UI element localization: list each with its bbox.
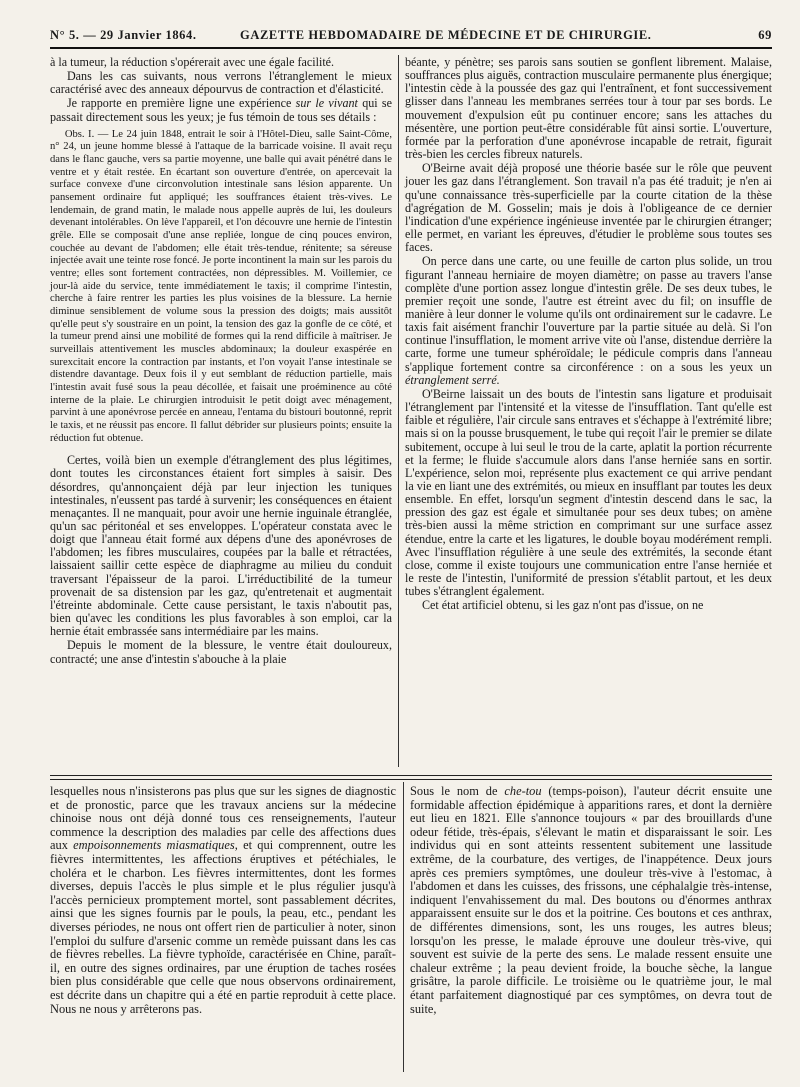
page-header: [50, 22, 772, 50]
observation-paragraph: Obs. I. — Le 24 juin 1848, entrait le soir à l'Hôtel-Dieu, salle Saint-Côme, n° 24, un jeune homme blessé à l'attaque de la barricade voisine. Il avait reçu dans le flanc gauche, vers sa partie moyenne, une balle qui avait pénétré dans le ventre et y était restée. En écartant son ouverture d'entrée, on apercevait la surface convexe d'une circonvolution intestinale sans lésion apparente. Un pansement ordinaire fut appliqué; les souffrances étaient très-vives. Le lendemain, de grand matin, le malade nous appelle auprès de lui, les douleurs devenant intolérables. On lève l'appareil, et l'on découvre une hernie de l'intestin grêle. Elle se composait d'une anse repliée, longue de cinq pouces environ, couchée au devant de l'abdomen; elle était très-tendue, rénitente; sa séreuse injectée avait une teinte rose foncé. Je porte incontinent la main sur les parois du ventre; elles sont fortement contractées, non dépressibles. M. Voillemier, ce jour-là aide du service, tente immédiatement le taxis; il comprime l'intestin, cherche à faire rentrer les parties les plus voisines de la blessure. La hernie diminue sensiblement de volume sous la pression des doigts; mais aussitôt qu'elle peut s'y soustraire en un point, la tension des gaz la gonfle de ce côté, et la tumeur prend ainsi une mobilité de formes qui la rend difficile à maîtriser. Je surveillais attentivement les muscles abdominaux; la douleur exaspérée en surexcitait encore la contraction par instants, et l'on voyait l'anse intestinale se distendre davantage. Deux fois il y eut semblant de réduction partielle, mais l'intestin avait fusé sous la peau décollée, et faisait une proéminence au côté interne de la plaie. Le chirurgien introduisit le petit doigt avec ménagement, parvint à une aponévrose percée en anneau, l'entama du bistouri boutonné, reprit le taxis, et ne réussit pas encore. Il fallut débrider sur plusieurs points; ensuite la réduction fut obtenue.: [50, 128, 392, 444]
issue-number: N° 5. — 29 Janvier 1864.: [50, 28, 197, 42]
paragraph: béante, y pénètre; ses parois sans soutien se gonflent librement. Malaise, souffrances plus aiguës, contraction musculaire permanente plus énergique; l'intestin cède à la poussée des gaz qui l'entraînent, et font successivement glisser dans l'anneau les membranes serrées tour à tour par ses bords. Le mouvement d'expulsion eût pu continuer encore; sans les attaches du mésentère, une portion peut-être considérable fût ainsi sortie. L'ouverture, formée par la perforation d'une aponévrose incapable de retrait, figurait très-bien les cercles fibreux naturels.: [405, 55, 772, 162]
column-divider: [403, 782, 404, 1072]
paragraph: Certes, voilà bien un exemple d'étranglement des plus légitimes, dont toutes les circonstances étaient fort simples à saisir. Des désordres, qu'annonçaient déjà par leur injection les tuniques intestinales, n'eussent pas tardé à survenir; les conséquences en étaient menaçantes. Il ne manquait, pour avoir une hernie inguinale étranglée, qu'un sac péritonéal et ses enveloppes. L'opérateur constata avec le doigt que l'anneau était formé aux dépens d'une des aponévroses de l'abdomen; les fibres musculaires, coupées par la balle et rétractées, laissaient saillir cette espèce de diaphragme au milieu du conduit traversant l'épaisseur de la paroi. L'irréductibilité de la tumeur provenait de sa distension par les gaz, qu'entretenait et augmentait l'étreinte abdominale. Cette cause persistant, le taxis n'aboutit pas, bien qu'avec les conditions les plus favorables à son emploi, car la hernie était embrassée sans intermédiaire par les mains.: [50, 453, 392, 639]
paragraph: à la tumeur, la réduction s'opérerait avec une égale facilité.: [50, 55, 335, 69]
paragraph: lesquelles nous n'insisterons pas plus que sur les signes de diagnostic et de pronostic, parce que les travaux anciens sur la médecine chinoise nous ont déjà donné tous ces renseignements, l'auteur commence la description des maladies par celle des affections dues aux empoisonnements miasmatiques, et qui comprennent, outre les fièvres intermittentes, les affections éruptives et pétéchiales, le choléra et le charbon. Les fièvres intermittentes, dont les formes diverses, depuis l'accès le plus simple et le plus régulier jusqu'à l'accès pernicieux promptement mortel, sont passablement décrites, ainsi que les signes fournis par le pouls, la peau, etc., pendant les diverses périodes, ne nous ont offert rien de particulier à noter, sinon l'emploi du sulfure d'arsenic comme un remède puissant dans les cas de fièvres rebelles. La fièvre typhoïde, caractérisée en Chine, paraît-il, en outre des signes ordinaires, par une éruption de taches rosées bien plus considérable que celle que nous observons ordinairement, est décrite dans un chapitre qui a été en partie reproduit à cette place. Nous ne nous y arrêterons pas.: [50, 784, 396, 1016]
paragraph: Je rapporte en première ligne une expérience sur le vivant qui se passait directement sous les yeux; je fus témoin de tous ses détails :: [50, 96, 392, 124]
paragraph: Cet état artificiel obtenu, si les gaz n'ont pas d'issue, on ne: [421, 598, 704, 613]
column-3: [50, 785, 396, 1016]
section-divider: [50, 775, 772, 780]
header-rule: [50, 47, 772, 49]
page-number: 69: [758, 28, 772, 42]
paragraph: Sous le nom de che-tou (temps-poison), l'auteur décrit ensuite une formidable affection épidémique à apparitions rares, et dont la dernière eut lieu en 1821. Elle s'annonce toujours « par des brouillards d'une odeur fétide, très-épais, s'élevant le matin et disparaissant le soir. Les individus qui en sont atteints ressentent subitement une lassitude extrême, de la courbature, des vertiges, de l'inappétence. Deux jours après ces premiers symptômes, une douleur très-vive à l'estomac, à l'abdomen et dans les cuisses, des frissons, une céphalalgie très-intense, indiquent l'envahissement du mal. Des boutons ou d'énormes anthrax apparaissent ensuite sur le dos et la poitrine. Ces boutons et ces anthrax, de différentes dimensions, sont, les uns rouges, les autres bleus; lorsqu'on les presse, le malade éprouve une douleur très-vive, qui souvent est suivie de la perte des sens. Le malade ressent ensuite une chaleur extrême ; la peau devient froide, la bouche sèche, la langue grisâtre, la parole difficile. Le troisième ou le quatrième jour, le mal étant parfaitement diagnostiqué par ces symptômes, on devra tout de suite,: [410, 784, 772, 1016]
paragraph: Dans les cas suivants, nous verrons l'étranglement le mieux caractérisé avec des anneaux dépourvus de contraction et d'élasticité.: [50, 69, 392, 97]
column-1: [50, 56, 392, 666]
column-2: [405, 56, 772, 613]
column-divider: [398, 55, 399, 767]
column-4: [410, 785, 772, 1016]
paragraph: O'Beirne laissait un des bouts de l'intestin sans ligature et produisait l'étranglement par l'intensité et la vitesse de l'insufflation. Tant qu'elle est faible et régulière, l'air circule sans entraves et s'échappe à l'extrémité libre; mais si on la pousse brusquement, le tube qui reçoit l'air le premier se dilate subitement, occupe à lui seul le trou de la carte, aplatit la portion récurrente et la ferme; le fluide s'accumule alors dans l'anse herniée sans en sortir. L'expérience, selon moi, représente plus exactement ce qui arrive pendant la vie en liant une des extrémités, ou mieux en insufflant par toutes les deux ensemble. En effet, lorsqu'un segment d'intestin descend dans le sac, la pression des gaz est égale et simultanée pour ses deux tubes; on amène très-bien aussi la même striction en comprimant sur une surface assez étendue, entre la carte et les ligatures, le double boyau modérément rempli. Avec l'insufflation régulière à une seule des extrémités, la seconde étant close, comme il existe toujours une communication entre l'anse herniée et le reste de l'intestin, l'uniformité de pression s'établit partout, et les deux tubes s'étranglent également.: [405, 386, 772, 599]
paragraph: On perce dans une carte, ou une feuille de carton plus solide, un trou figurant l'anneau herniaire de moyen diamètre; on passe au travers l'anse complète d'une portion assez longue d'intestin grêle. De ses deux tubes, le premier reçoit une sonde, l'autre est étreint avec du fil; on insuffle de manière à leur donner le volume qu'ils ont ordinairement sur le cadavre. Le taxis fait aisément franchir l'ouverture par la partie située au delà. Si l'on continue l'insufflation, le moment arrive vite où l'anse, distendue derrière la carte, forme une tumeur sphéroïdale; le pédicule compris dans l'anneau s'applique fortement contre sa circonférence : on a sous les yeux un étranglement serré.: [405, 254, 772, 387]
journal-title: GAZETTE HEBDOMADAIRE DE MÉDECINE ET DE CHIRURGIE.: [240, 28, 652, 42]
paragraph: Depuis le moment de la blessure, le ventre était douloureux, contracté; une anse d'intestin s'abouche à la plaie: [50, 638, 392, 666]
paragraph: O'Beirne avait déjà proposé une théorie basée sur le rôle que peuvent jouer les gaz dans l'étranglement. Son travail n'a pas été traduit; je n'en ai qu'une connaissance très-superficielle par la courte citation de la thèse d'agrégation de M. Gosselin; mais je dois à l'obligeance de ce dernier l'indication d'une expérience ingénieuse inventée par le chirurgien étranger; elle permet, en variant les épreuves, d'étudier le problème sous toutes ses faces.: [405, 161, 772, 255]
